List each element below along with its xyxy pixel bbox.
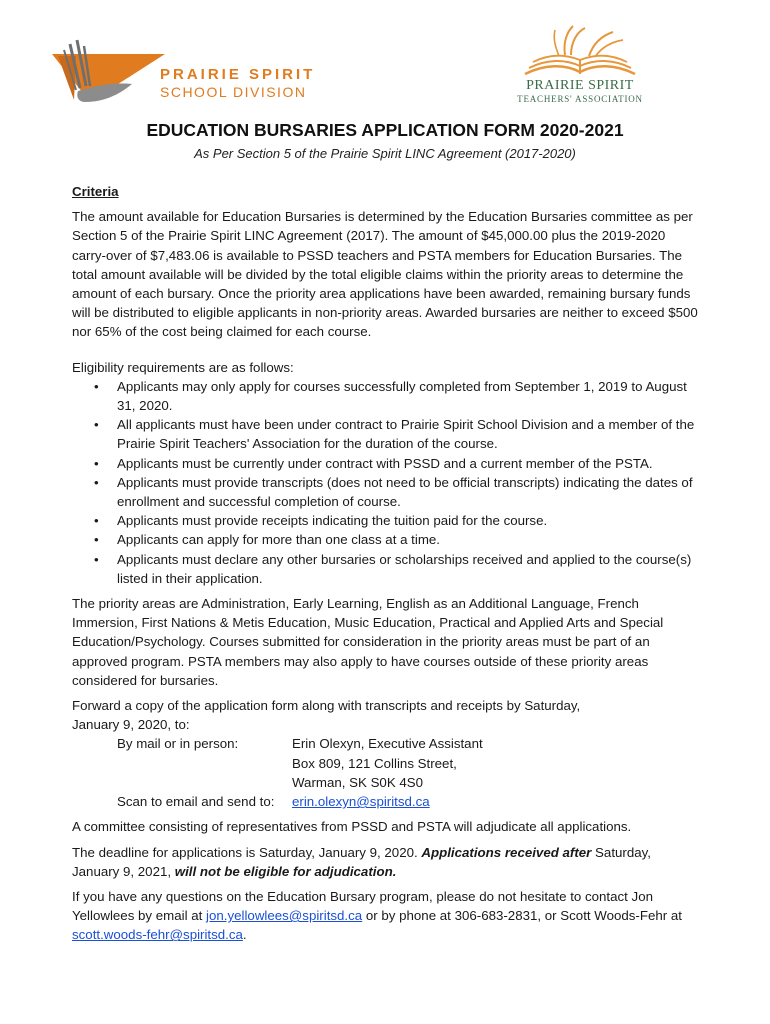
priority-areas-paragraph: The priority areas are Administration, Early Learning, English as an Additional Language, French Immersion, First Nations & Metis Education, Music Education, Practical and Applied Arts and Special Education/Psychology. Courses submitted for consideration in the priority areas must be part of an approved program. PSTA members may also apply to have courses outside of these priority areas considered for bursaries. — [72, 596, 664, 688]
mail-city: Warman, SK S0K 4S0 — [292, 774, 424, 790]
criteria-heading: Criteria — [72, 184, 119, 199]
school-division-emblem-icon — [50, 36, 165, 108]
eligibility-intro: Eligibility requirements are as follows: — [72, 359, 294, 375]
teachers-association-logo — [500, 22, 660, 112]
forward-instructions — [72, 696, 700, 734]
deadline-text: The deadline for applications is Saturday, January 9, 2020. — [72, 844, 422, 860]
contact-text-2: or by phone at 306-683-2831, or Scott Woods-Fehr at — [362, 908, 682, 924]
mail-label: By mail or in person: — [117, 736, 239, 752]
list-item: • Applicants may only apply for courses successfully completed from September 1, 2019 to August 31, 2020. — [72, 377, 700, 415]
page-subtitle: As Per Section 5 of the Prairie Spirit LINC Agreement (2017-2020) — [194, 146, 576, 161]
contact-paragraph — [72, 887, 700, 945]
list-item: • Applicants must provide transcripts (does not need to be official transcripts) indicating the dates of enrollment and successful completion of course. — [72, 473, 700, 511]
contact-text-3: . — [242, 927, 247, 943]
mail-street: Box 809, 121 Collins Street, — [292, 755, 457, 771]
teachers-association-name: PRAIRIE SPIRIT — [526, 78, 634, 93]
contact-text: If you have any questions on the Education Bursary program, please do not hesitate to contact Jon Yellowlees by email at — [72, 888, 653, 924]
eligibility-list — [72, 377, 700, 588]
criteria-paragraph: The amount available for Education Bursaries is determined by the Education Bursaries committee as per Section 5 of the Prairie Spirit LINC Agreement (2017). The amount of $45,000.00 plus the 2019-2020 carry-over of $7,483.06 is available to PSSD teachers and PSTA members for Education Bursaries. The total amount available will be divided by the total eligible claims within the priority areas to determine the amount of each bursary. Once the priority area applications have been awarded, remaining bursary funds will be distributed to eligible applicants in non-priority areas. Awarded bursaries are neither to exceed $500 nor 65% of the cost being claimed for each course. — [72, 209, 698, 340]
list-item: • Applicants can apply for more than one class at a time. — [72, 530, 700, 549]
deadline-emphasis-2: will not be eligible for adjudication. — [174, 863, 397, 879]
forward-line-1: Forward a copy of the application form along with transcripts and receipts by Saturday, — [72, 698, 581, 714]
teachers-association-subname: TEACHERS' ASSOCIATION — [517, 94, 643, 104]
page-title: EDUCATION BURSARIES APPLICATION FORM 2020-2021 — [146, 120, 624, 140]
school-division-subname: SCHOOL DIVISION — [160, 84, 307, 100]
list-item: • All applicants must have been under contract to Prairie Spirit School Division and a member of the Prairie Spirit Teachers' Association for the duration of the course. — [72, 415, 700, 453]
open-book-icon — [505, 22, 655, 80]
committee-paragraph: A committee consisting of representatives from PSSD and PSTA will adjudicate all applications. — [72, 819, 632, 835]
form-body — [72, 182, 700, 951]
forward-line-2: January 9, 2020, to: — [72, 717, 190, 733]
list-item: • Applicants must provide receipts indicating the tuition paid for the course. — [72, 511, 700, 530]
jon-email-link[interactable]: jon.yellowlees@spiritsd.ca — [206, 908, 363, 924]
list-item: • Applicants must declare any other bursaries or scholarships received and applied to the course(s) listed in their application. — [72, 550, 700, 588]
school-division-logo — [50, 36, 320, 108]
email-label: Scan to email and send to: — [117, 794, 275, 810]
deadline-text-2: Saturday, January 9, 2021, — [72, 844, 651, 879]
school-division-name: PRAIRIE SPIRIT — [160, 66, 316, 83]
mail-recipient: Erin Olexyn, Executive Assistant — [292, 736, 483, 752]
list-item: • Applicants must be currently under contract with PSSD and a current member of the PSTA. — [72, 454, 700, 473]
submission-email-link[interactable]: erin.olexyn@spiritsd.ca — [292, 794, 430, 810]
deadline-paragraph — [72, 843, 700, 881]
deadline-emphasis: Applications received after — [421, 844, 592, 860]
scott-email-link[interactable]: scott.woods-fehr@spiritsd.ca — [72, 927, 243, 943]
mailing-address-block — [72, 734, 700, 811]
